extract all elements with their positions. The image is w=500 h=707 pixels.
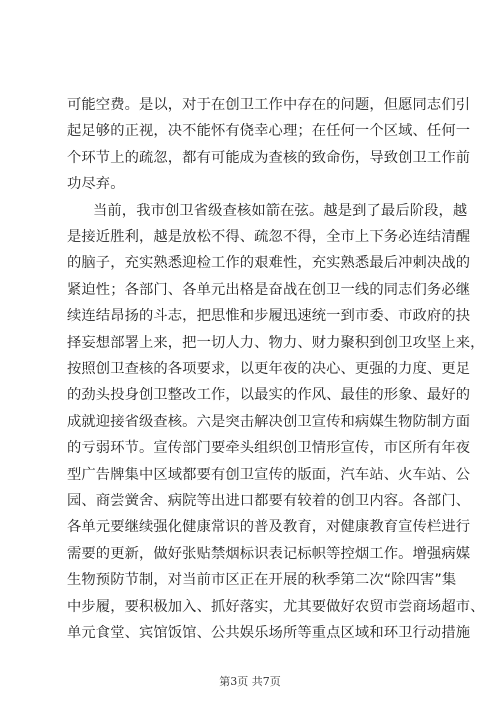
body-text-line: 是接近胜利，越是放松不得、疏忽不得，全市上下务必连结清醒 [67, 229, 471, 245]
body-text-line: 中步履，要积极加入、抓好落实，尤其要做好农贸市尝商场超市、 [67, 598, 485, 615]
body-text-line: 生物预防节制，对当前市区正在开展的秋季第二次“除四害”集 [67, 572, 457, 589]
body-text-line: 型广告牌集中区域都要有创卫宣传的版面，汽车站、火车站、公 [67, 466, 471, 483]
body-text-line: 按照创卫查核的各项要求，以更年夜的决心、更强的力度、更足 [67, 361, 471, 377]
page-number-footer: 第3页 共7页 [219, 675, 281, 688]
body-text-line: 的脑子，充实熟悉迎检工作的艰难性，充实熟悉最后冲刺决战的 [67, 255, 471, 272]
body-text-line: 起足够的正视，决不能怀有侥幸心理；在任何一个区域、任何一 [67, 123, 471, 140]
body-text-line: 各单元要继续强化健康常识的普及教育，对健康教育宣传栏进行 [67, 519, 471, 536]
body-text-line: 择妄想部署上来，把一切人力、物力、财力聚积到创卫攻坚上来， [67, 334, 485, 351]
body-text-line: 需要的更新，做好张贴禁烟标识表记标帜等控烟工作。增强病媒 [67, 545, 471, 562]
paragraph-start-line: 当前，我市创卫省级查核如箭在弦。越是到了最后阶段，越 [93, 202, 468, 219]
body-text-line: 功尽弃。 [67, 176, 125, 193]
body-text-line: 单元食堂、宾馆饭馆、公共娱乐场所等重点区域和环卫行动措施 [67, 625, 471, 641]
body-text-line: 成就迎接省级查核。六是突击解决创卫宣传和病媒生物防制方面 [67, 413, 471, 430]
body-text-line: 续连结昂扬的斗志，把思惟和步履迅速统一到市委、市政府的抉 [67, 308, 471, 325]
body-text-line: 的劲头投身创卫整改工作，以最实的作风、最佳的形象、最好的 [67, 387, 471, 404]
body-text-line: 园、商尝黉舍、病院等出进口都要有较着的创卫内容。各部门、 [67, 493, 471, 509]
body-text-line: 的亏弱环节。宣传部门要牵头组织创卫情形宣传，市区所有年夜 [67, 440, 471, 457]
body-text-line: 紧迫性；各部门、各单元出格是奋战在创卫一线的同志们务必继 [67, 281, 471, 298]
body-text-line: 可能空费。是以，对于在创卫工作中存在的问题，但愿同志们引 [67, 97, 471, 113]
body-text-line: 个环节上的疏忽，都有可能成为查核的致命伤，导致创卫工作前 [67, 149, 471, 166]
